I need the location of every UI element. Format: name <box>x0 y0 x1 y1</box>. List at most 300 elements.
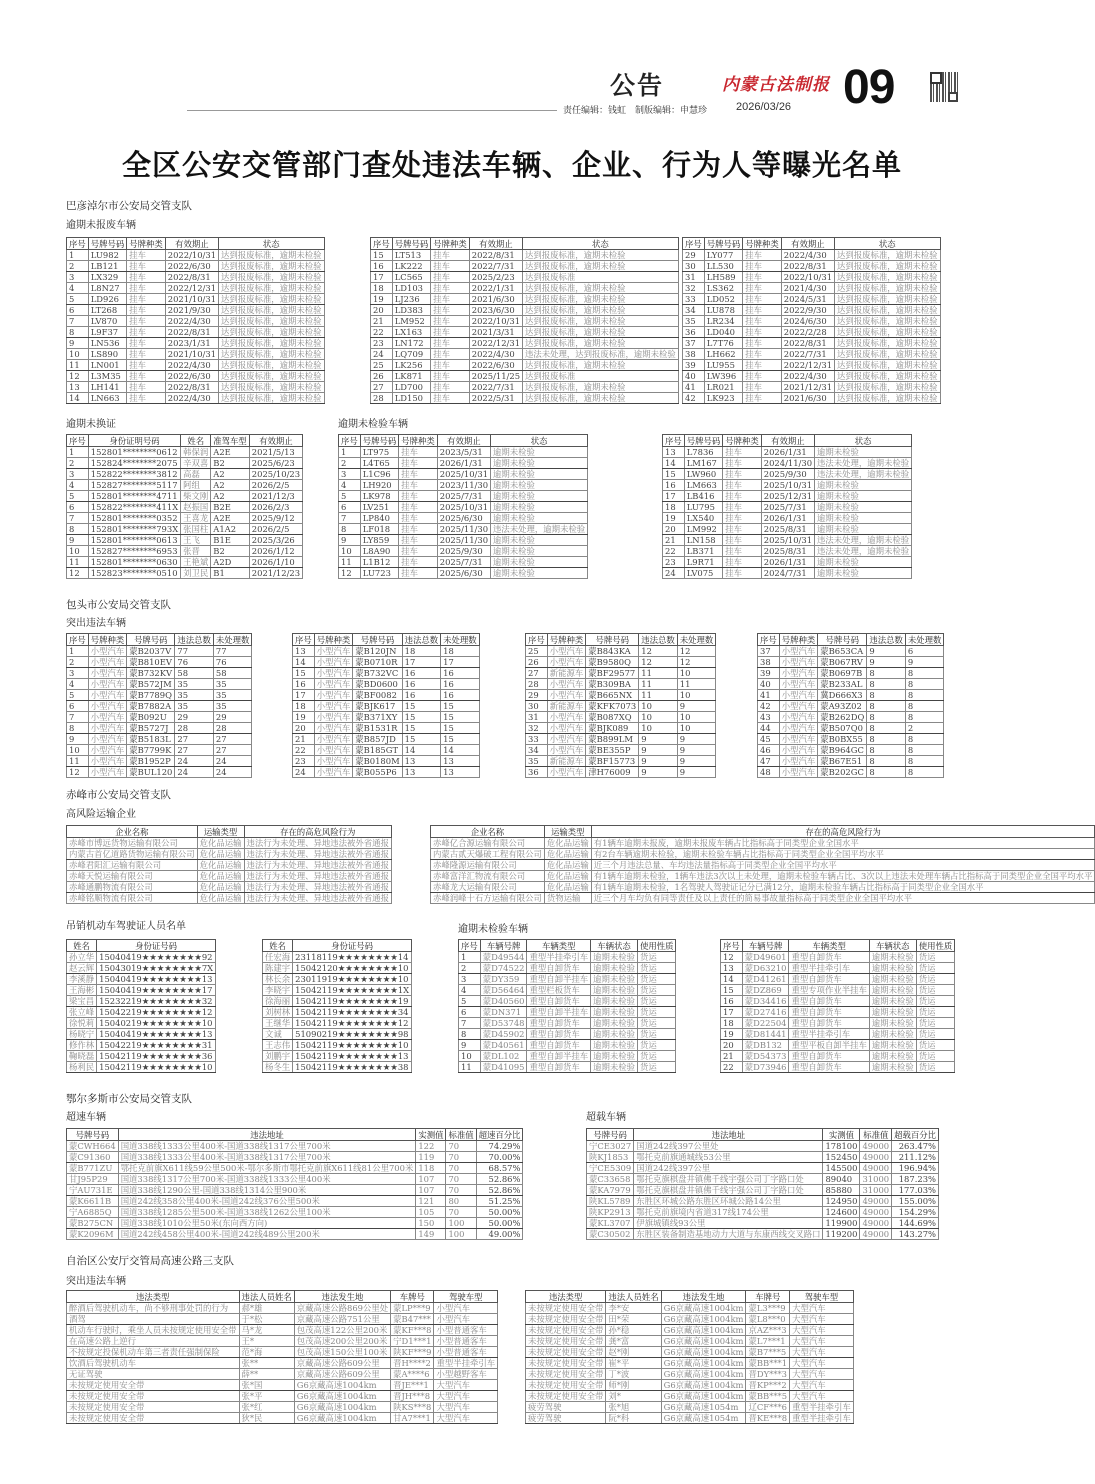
table-cell: 大型汽车 <box>434 1391 498 1402</box>
table-cell: 2022/4/30 <box>165 316 218 327</box>
table-cell: 3 <box>67 272 89 283</box>
table-row <box>67 382 325 393</box>
table-cell: 重型半挂牵引车 <box>789 1029 869 1040</box>
table-cell: 挂车 <box>743 327 782 338</box>
data-table <box>66 237 325 404</box>
table-cell: 11 <box>639 668 678 679</box>
table-overdue-scrap-3 <box>682 237 941 404</box>
table-cell: L8A90 <box>360 546 399 557</box>
table-cell: 达到报废标准，逾期未检验 <box>219 371 325 382</box>
table-cell: 155.00% <box>892 1196 939 1207</box>
data-table <box>66 1128 523 1240</box>
table-cell: 达到报废标准，逾期未检验 <box>219 327 325 338</box>
table-cell: 张*红 <box>239 1402 294 1413</box>
dept-bayannur: 巴彦淖尔市公安局交管支队 <box>66 200 192 212</box>
table-cell: 小型汽车 <box>779 767 818 778</box>
table-cell: 蒙D40560 <box>480 996 527 1007</box>
table-cell: 8 <box>905 756 944 767</box>
table-row <box>67 860 392 871</box>
table-cell: 51090219★★★★★★★★98 <box>293 1029 412 1040</box>
table-cell: LD103 <box>392 283 431 294</box>
table-cell: 逾期未检验 <box>591 985 638 996</box>
table-row <box>663 513 912 524</box>
table-cell: LM167 <box>684 458 723 469</box>
table-cell: 23 <box>663 557 685 568</box>
table-row <box>263 952 412 963</box>
table-cell: 逾期未检验 <box>815 447 912 458</box>
table-cell: 大型汽车 <box>434 1380 498 1391</box>
table-cell: 15042120★★★★★★★★10 <box>293 963 412 974</box>
table-cell: 货运 <box>916 1062 955 1073</box>
table-cell: 2025/8/31 <box>761 524 814 535</box>
table-cell: 达到报废标准，逾期未检验 <box>835 338 941 349</box>
table-cell: 张*国 <box>239 1380 294 1391</box>
table-cell: 49000 <box>860 1152 892 1163</box>
table-cell: 蒙B7882A <box>127 701 175 712</box>
table-cell: 小型汽车 <box>779 723 818 734</box>
table-cell: 小型汽车 <box>314 723 353 734</box>
table-cell: 105 <box>416 1207 446 1218</box>
table-cell: 小型汽车 <box>314 701 353 712</box>
table-cell: 挂车 <box>431 294 470 305</box>
data-table <box>430 825 1095 904</box>
table-cell: 货运 <box>637 985 676 996</box>
table-cell: 达到报废标准，逾期未检验 <box>219 382 325 393</box>
table-cell: 陈建宇 <box>263 963 293 974</box>
table-cell: 阮*科 <box>606 1413 661 1424</box>
table-cell: LH589 <box>704 272 743 283</box>
table-cell: 蒙KA7979 <box>587 1185 634 1196</box>
column-header: 标准值 <box>446 1129 476 1141</box>
table-cell: 15042119★★★★★★★★34 <box>293 1007 412 1018</box>
table-row <box>263 1051 412 1062</box>
table-cell: 达到报废标准，逾期未检验 <box>219 360 325 371</box>
column-header: 违法总数 <box>402 634 441 646</box>
table-cell: 49000 <box>860 1141 892 1152</box>
table-cell: 蒙B771ZU <box>67 1163 119 1174</box>
table-row <box>683 393 941 404</box>
table-cell: 挂车 <box>399 513 438 524</box>
table-cell: 8 <box>867 723 906 734</box>
table-row <box>371 371 679 382</box>
table-header-row <box>67 634 252 646</box>
table-cell: 危化品运输 <box>544 871 591 882</box>
table-cell: 蒙BB***5 <box>746 1391 790 1402</box>
table-row <box>683 371 941 382</box>
table-cell: 新能源车 <box>547 701 586 712</box>
table-cell: 2021/6/30 <box>781 393 834 404</box>
table-cell: 15 <box>402 723 441 734</box>
table-row <box>431 849 1095 860</box>
table-cell: 挂车 <box>127 382 166 393</box>
column-header: 标准值 <box>860 1129 892 1141</box>
table-row <box>683 382 941 393</box>
column-header: 车辆状态 <box>591 940 638 952</box>
table-row <box>526 712 716 723</box>
table-cell: 70 <box>446 1174 476 1185</box>
table-cell: 违法行为未处理、异地违法被外省通报 <box>244 860 391 871</box>
section-title-highway: 突出违法车辆 <box>66 1276 126 1287</box>
table-cell: 31 <box>683 272 705 283</box>
table-row <box>293 723 480 734</box>
table-row <box>339 524 588 535</box>
data-table <box>757 633 944 778</box>
table-cell: 13 <box>663 447 685 458</box>
table-cell: 8 <box>867 679 906 690</box>
column-header: 违法总数 <box>867 634 906 646</box>
table-cell: 蒙D27416 <box>742 1007 789 1018</box>
table-cell: 达到报废标准，逾期未检验 <box>219 316 325 327</box>
table-row <box>371 316 679 327</box>
table-cell: L9F37 <box>88 327 127 338</box>
table-cell: 蒙C33658 <box>587 1174 634 1185</box>
column-header: 驾驶车型 <box>434 1291 498 1303</box>
table-cell: 逾期未检验 <box>869 1018 916 1029</box>
data-table <box>66 1290 498 1424</box>
table-cell: 32 <box>683 283 705 294</box>
table-cell: 29 <box>175 712 214 723</box>
table-row <box>663 469 912 480</box>
table-row <box>293 679 480 690</box>
column-header: 序号 <box>371 238 393 250</box>
table-cell: 10 <box>677 723 716 734</box>
table-cell: 小型汽车 <box>434 1314 498 1325</box>
table-cell: LK256 <box>392 360 431 371</box>
table-cell: 24 <box>175 756 214 767</box>
table-cell: 14 <box>67 393 89 404</box>
table-cell: 2026/2/5 <box>249 480 302 491</box>
column-header: 违法人员姓名 <box>606 1291 661 1303</box>
table-cell: 未按规定使用安全带 <box>526 1380 606 1391</box>
table-cell: 国道242线397公里 <box>634 1163 823 1174</box>
table-row <box>371 327 679 338</box>
table-cell: LW396 <box>704 371 743 382</box>
table-cell: 2026/2/3 <box>249 502 302 513</box>
table-cell: 52.86% <box>476 1174 523 1185</box>
table-cell: 未按规定使用安全带 <box>67 1391 240 1402</box>
table-cell: 1 <box>67 646 89 657</box>
table-cell: 2021/10/31 <box>165 294 218 305</box>
table-cell: 20 <box>293 723 315 734</box>
table-cell: 达到报废标准，逾期未检验 <box>219 294 325 305</box>
table-cell: 货运 <box>916 1029 955 1040</box>
column-header: 序号 <box>459 940 481 952</box>
table-cell: 达到报废标准，逾期未检验 <box>219 283 325 294</box>
table-cell: 鄂托克前旗X611线59公里500米-鄂尔多斯市鄂托克前旗X611线81公里700米 <box>118 1163 416 1174</box>
table-cell: 8 <box>905 712 944 723</box>
table-row <box>67 316 325 327</box>
table-row <box>67 974 216 985</box>
table-cell: 重型自卸货车 <box>527 963 591 974</box>
column-header: 企业名称 <box>431 826 545 838</box>
table-row <box>526 1413 854 1424</box>
table-cell: 58 <box>175 668 214 679</box>
table-cell: 15042119★★★★★★★★13 <box>293 1051 412 1062</box>
table-row <box>67 458 303 469</box>
table-cell: 达到报废标准，逾期未检验 <box>835 250 941 261</box>
table-cell: 2025/8/31 <box>761 546 814 557</box>
table-cell: 蒙KL3707 <box>587 1218 634 1229</box>
table-chifeng-inspection-2 <box>720 939 955 1073</box>
table-cell: 赤峰君阳汇运输有限公司 <box>67 860 198 871</box>
table-highway-2 <box>525 1290 854 1424</box>
table-cell: 9 <box>639 767 678 778</box>
table-row <box>371 272 679 283</box>
table-cell: 挂车 <box>127 371 166 382</box>
table-cell: LY077 <box>704 250 743 261</box>
table-cell: 违法未处理，逾期未检验 <box>491 524 588 535</box>
page-number: 09 <box>843 61 895 114</box>
table-cell: 挂车 <box>399 447 438 458</box>
table-row <box>663 524 912 535</box>
column-header: 身份证明号码 <box>88 435 180 447</box>
table-cell: 9 <box>905 657 944 668</box>
section-title-overload: 超载车辆 <box>586 1112 626 1123</box>
table-cell: 宁CE3027 <box>587 1141 634 1152</box>
table-row <box>67 701 252 712</box>
table-cell: G6京藏高速1004km <box>661 1347 746 1358</box>
table-cell: 蒙B0697B <box>818 668 867 679</box>
column-header: 号牌号码 <box>684 435 723 447</box>
table-cell: 8 <box>867 745 906 756</box>
table-cell: 蒙B5727J <box>127 723 175 734</box>
column-header: 运输类型 <box>544 826 591 838</box>
table-header-row <box>67 826 392 838</box>
table-cell: 30 <box>683 261 705 272</box>
table-row <box>67 360 325 371</box>
table-cell: 2022/2/28 <box>781 327 834 338</box>
column-header: 号牌号码 <box>586 634 639 646</box>
table-cell: 林长余 <box>263 974 293 985</box>
column-header: 号牌号码 <box>392 238 431 250</box>
table-cell: 蒙DZ869 <box>742 985 789 996</box>
table-cell: 2 <box>67 458 89 469</box>
table-cell: 近三个月违法总量、车均违法量指标高于同类型企业全国平均水平 <box>591 860 1095 871</box>
table-cell: 9 <box>67 734 89 745</box>
table-row <box>431 882 1095 893</box>
table-cell: 9 <box>639 734 678 745</box>
table-cell: 29 <box>683 250 705 261</box>
table-cell: LK222 <box>392 261 431 272</box>
table-cell: 15042119★★★★★★★★10 <box>293 1040 412 1051</box>
table-cell: LV870 <box>88 316 127 327</box>
table-cell: 逾期未检验 <box>815 524 912 535</box>
table-cell: 醉酒后驾驶机动车，尚不够刑事处罚的行为 <box>67 1303 240 1314</box>
table-cell: 27 <box>175 734 214 745</box>
table-row <box>758 646 944 657</box>
table-cell: 154.29% <box>892 1207 939 1218</box>
data-table <box>338 434 588 579</box>
table-cell: 15042119★★★★★★★★1X <box>293 985 412 996</box>
table-row <box>587 1218 939 1229</box>
table-cell: 蒙B732KV <box>127 668 175 679</box>
table-cell: 4 <box>459 985 481 996</box>
table-cell: 货运 <box>916 985 955 996</box>
table-cell: 15042219★★★★★★★★12 <box>97 1007 216 1018</box>
table-cell: 17 <box>402 657 441 668</box>
table-cell: 11 <box>639 679 678 690</box>
table-cell: 小型普通客车 <box>434 1336 498 1347</box>
table-cell: 35 <box>213 701 252 712</box>
table-row <box>371 294 679 305</box>
table-cell: 货运 <box>637 1007 676 1018</box>
table-cell: 10 <box>459 1051 481 1062</box>
table-cell: 14 <box>721 974 743 985</box>
table-cell: 挂车 <box>723 447 762 458</box>
table-cell: 逾期未检验 <box>869 1007 916 1018</box>
table-cell: 蒙C91360 <box>67 1152 119 1163</box>
column-header: 号牌号码 <box>818 634 867 646</box>
table-cell: 国道338线1290公里-国道338线1314公里900米 <box>118 1185 416 1196</box>
table-cell: 蒙B092U <box>127 712 175 723</box>
table-row <box>339 546 588 557</box>
table-cell: 2022/10/31 <box>469 316 522 327</box>
table-cell: 赤峰富洋汇物流有限公司 <box>431 871 545 882</box>
table-cell: LN001 <box>88 360 127 371</box>
table-cell: 蒙D49601 <box>742 952 789 963</box>
table-cell: 9 <box>867 646 906 657</box>
table-cell: LT975 <box>360 447 399 458</box>
table-cell: 陕KL5789 <box>587 1196 634 1207</box>
table-row <box>683 327 941 338</box>
table-row <box>526 745 716 756</box>
table-overdue-scrap-1 <box>66 237 325 404</box>
table-cell: 重型半挂牵引车 <box>434 1358 498 1369</box>
table-cell: 2021/10/31 <box>165 349 218 360</box>
table-cell: 达到报废标准，逾期未检验 <box>523 316 679 327</box>
table-row <box>587 1174 939 1185</box>
table-cell: 蒙BE355P <box>586 745 639 756</box>
table-cell: 未按规定使用安全带 <box>526 1369 606 1380</box>
table-cell: 伊旗城镇线93公里 <box>634 1218 823 1229</box>
table-cell: 内蒙古贰天爆破工程有限公司 <box>431 849 545 860</box>
table-cell: 6 <box>67 502 89 513</box>
table-cell: 15043019★★★★★★★★7X <box>97 963 216 974</box>
table-row <box>526 657 716 668</box>
table-cell: 152827********5117 <box>88 480 180 491</box>
table-cell: 重型专项作业半挂车 <box>789 985 869 996</box>
table-cell: 70 <box>446 1163 476 1174</box>
table-overload <box>586 1128 939 1240</box>
table-cell: 蒙BJK617 <box>353 701 402 712</box>
table-cell: 9 <box>677 701 716 712</box>
table-cell: 挂车 <box>743 305 782 316</box>
table-cell: 刘卫民 <box>181 568 211 579</box>
table-cell: 蒙B0BX55 <box>818 734 867 745</box>
table-cell: 49000 <box>860 1207 892 1218</box>
table-cell: 17 <box>663 491 685 502</box>
table-cell: 达到报废标准，逾期未检验 <box>835 305 941 316</box>
table-cell: 挂车 <box>743 371 782 382</box>
table-cell: 违法未处理，逾期未检验 <box>815 469 912 480</box>
table-row <box>67 1018 216 1029</box>
table-cell: 蒙DL102 <box>480 1051 527 1062</box>
table-cell: 18 <box>441 646 480 657</box>
table-cell: 2025/11/30 <box>437 535 490 546</box>
table-cell: 逾期未检验 <box>815 491 912 502</box>
table-cell: 49.00% <box>476 1229 523 1240</box>
table-cell: LU878 <box>704 305 743 316</box>
table-cell: 东胜区装备制造基地动力大道与东康西线交叉路口 <box>634 1229 823 1240</box>
table-cell: 小型汽车 <box>547 657 586 668</box>
table-cell: LD700 <box>392 382 431 393</box>
table-row <box>721 996 955 1007</box>
table-cell: 16 <box>721 996 743 1007</box>
table-cell: 内蒙古首亿道路货物运输有限公司 <box>67 849 198 860</box>
table-row <box>67 349 325 360</box>
table-cell: 23 <box>293 756 315 767</box>
table-cell: 36 <box>683 327 705 338</box>
table-cell: 挂车 <box>399 480 438 491</box>
table-cell: 107 <box>416 1185 446 1196</box>
table-cell: 重型自卸半挂车 <box>527 1007 591 1018</box>
table-cell: 17 <box>293 690 315 701</box>
data-table <box>66 939 216 1073</box>
table-header-row <box>67 1291 498 1303</box>
table-cell: 蒙B087XQ <box>586 712 639 723</box>
table-cell: 有2台车辆逾期未检验，逾期未检验车辆占比指标高于同类型企业全国平均水平 <box>591 849 1095 860</box>
column-header: 违法人员姓名 <box>239 1291 294 1303</box>
table-row <box>431 860 1095 871</box>
table-row <box>459 1018 676 1029</box>
table-row <box>526 1303 854 1314</box>
table-cell: 143.27% <box>892 1229 939 1240</box>
table-cell: 挂车 <box>127 338 166 349</box>
table-row <box>758 745 944 756</box>
page-headline: 全区公安交管部门查处违法车辆、企业、行为人等曝光名单 <box>121 148 902 182</box>
table-row <box>339 458 588 469</box>
table-cell: 蒙BUL120 <box>127 767 175 778</box>
table-row <box>371 360 679 371</box>
table-row <box>663 491 912 502</box>
table-cell: 大型汽车 <box>790 1380 854 1391</box>
table-cell: 丁*波 <box>606 1369 661 1380</box>
table-cell: 26 <box>526 657 548 668</box>
table-cell: 逾期未检验 <box>869 1062 916 1073</box>
table-cell: 小型汽车 <box>314 756 353 767</box>
table-cell: 2022/9/30 <box>781 305 834 316</box>
table-cell: 11 <box>339 557 361 568</box>
table-row <box>67 327 325 338</box>
table-cell: 蒙B185GT <box>353 745 402 756</box>
table-row <box>67 723 252 734</box>
table-cell: 挂车 <box>723 524 762 535</box>
column-header: 有效期止 <box>437 435 490 447</box>
table-cell: 挂车 <box>127 283 166 294</box>
table-row <box>339 491 588 502</box>
table-cell: 货运 <box>637 952 676 963</box>
table-cell: 达到报废标准，逾期未检验 <box>523 338 679 349</box>
table-cell: 蒙B1952P <box>127 756 175 767</box>
table-cell: 宁AU731E <box>67 1185 119 1196</box>
table-cell: 挂车 <box>723 568 762 579</box>
table-cell: 15042119★★★★★★★★19 <box>293 996 412 1007</box>
table-cell: 10 <box>639 723 678 734</box>
table-cell: 47 <box>758 756 780 767</box>
table-overdue-license <box>66 434 303 579</box>
table-cell: 危化品运输 <box>197 893 244 904</box>
table-cell: 达到报废标准，逾期未检验 <box>835 316 941 327</box>
table-cell: 22 <box>663 546 685 557</box>
table-cell: LS362 <box>704 283 743 294</box>
column-header: 准驾车型 <box>211 435 250 447</box>
table-cell: 小型汽车 <box>779 734 818 745</box>
table-cell: 国道242线358公里400米-国道242线376公里500米 <box>118 1196 416 1207</box>
table-cell: 3 <box>459 974 481 985</box>
table-row <box>683 349 941 360</box>
table-cell: 陕KP2913 <box>587 1207 634 1218</box>
table-cell: 蒙B9580Q <box>586 657 639 668</box>
